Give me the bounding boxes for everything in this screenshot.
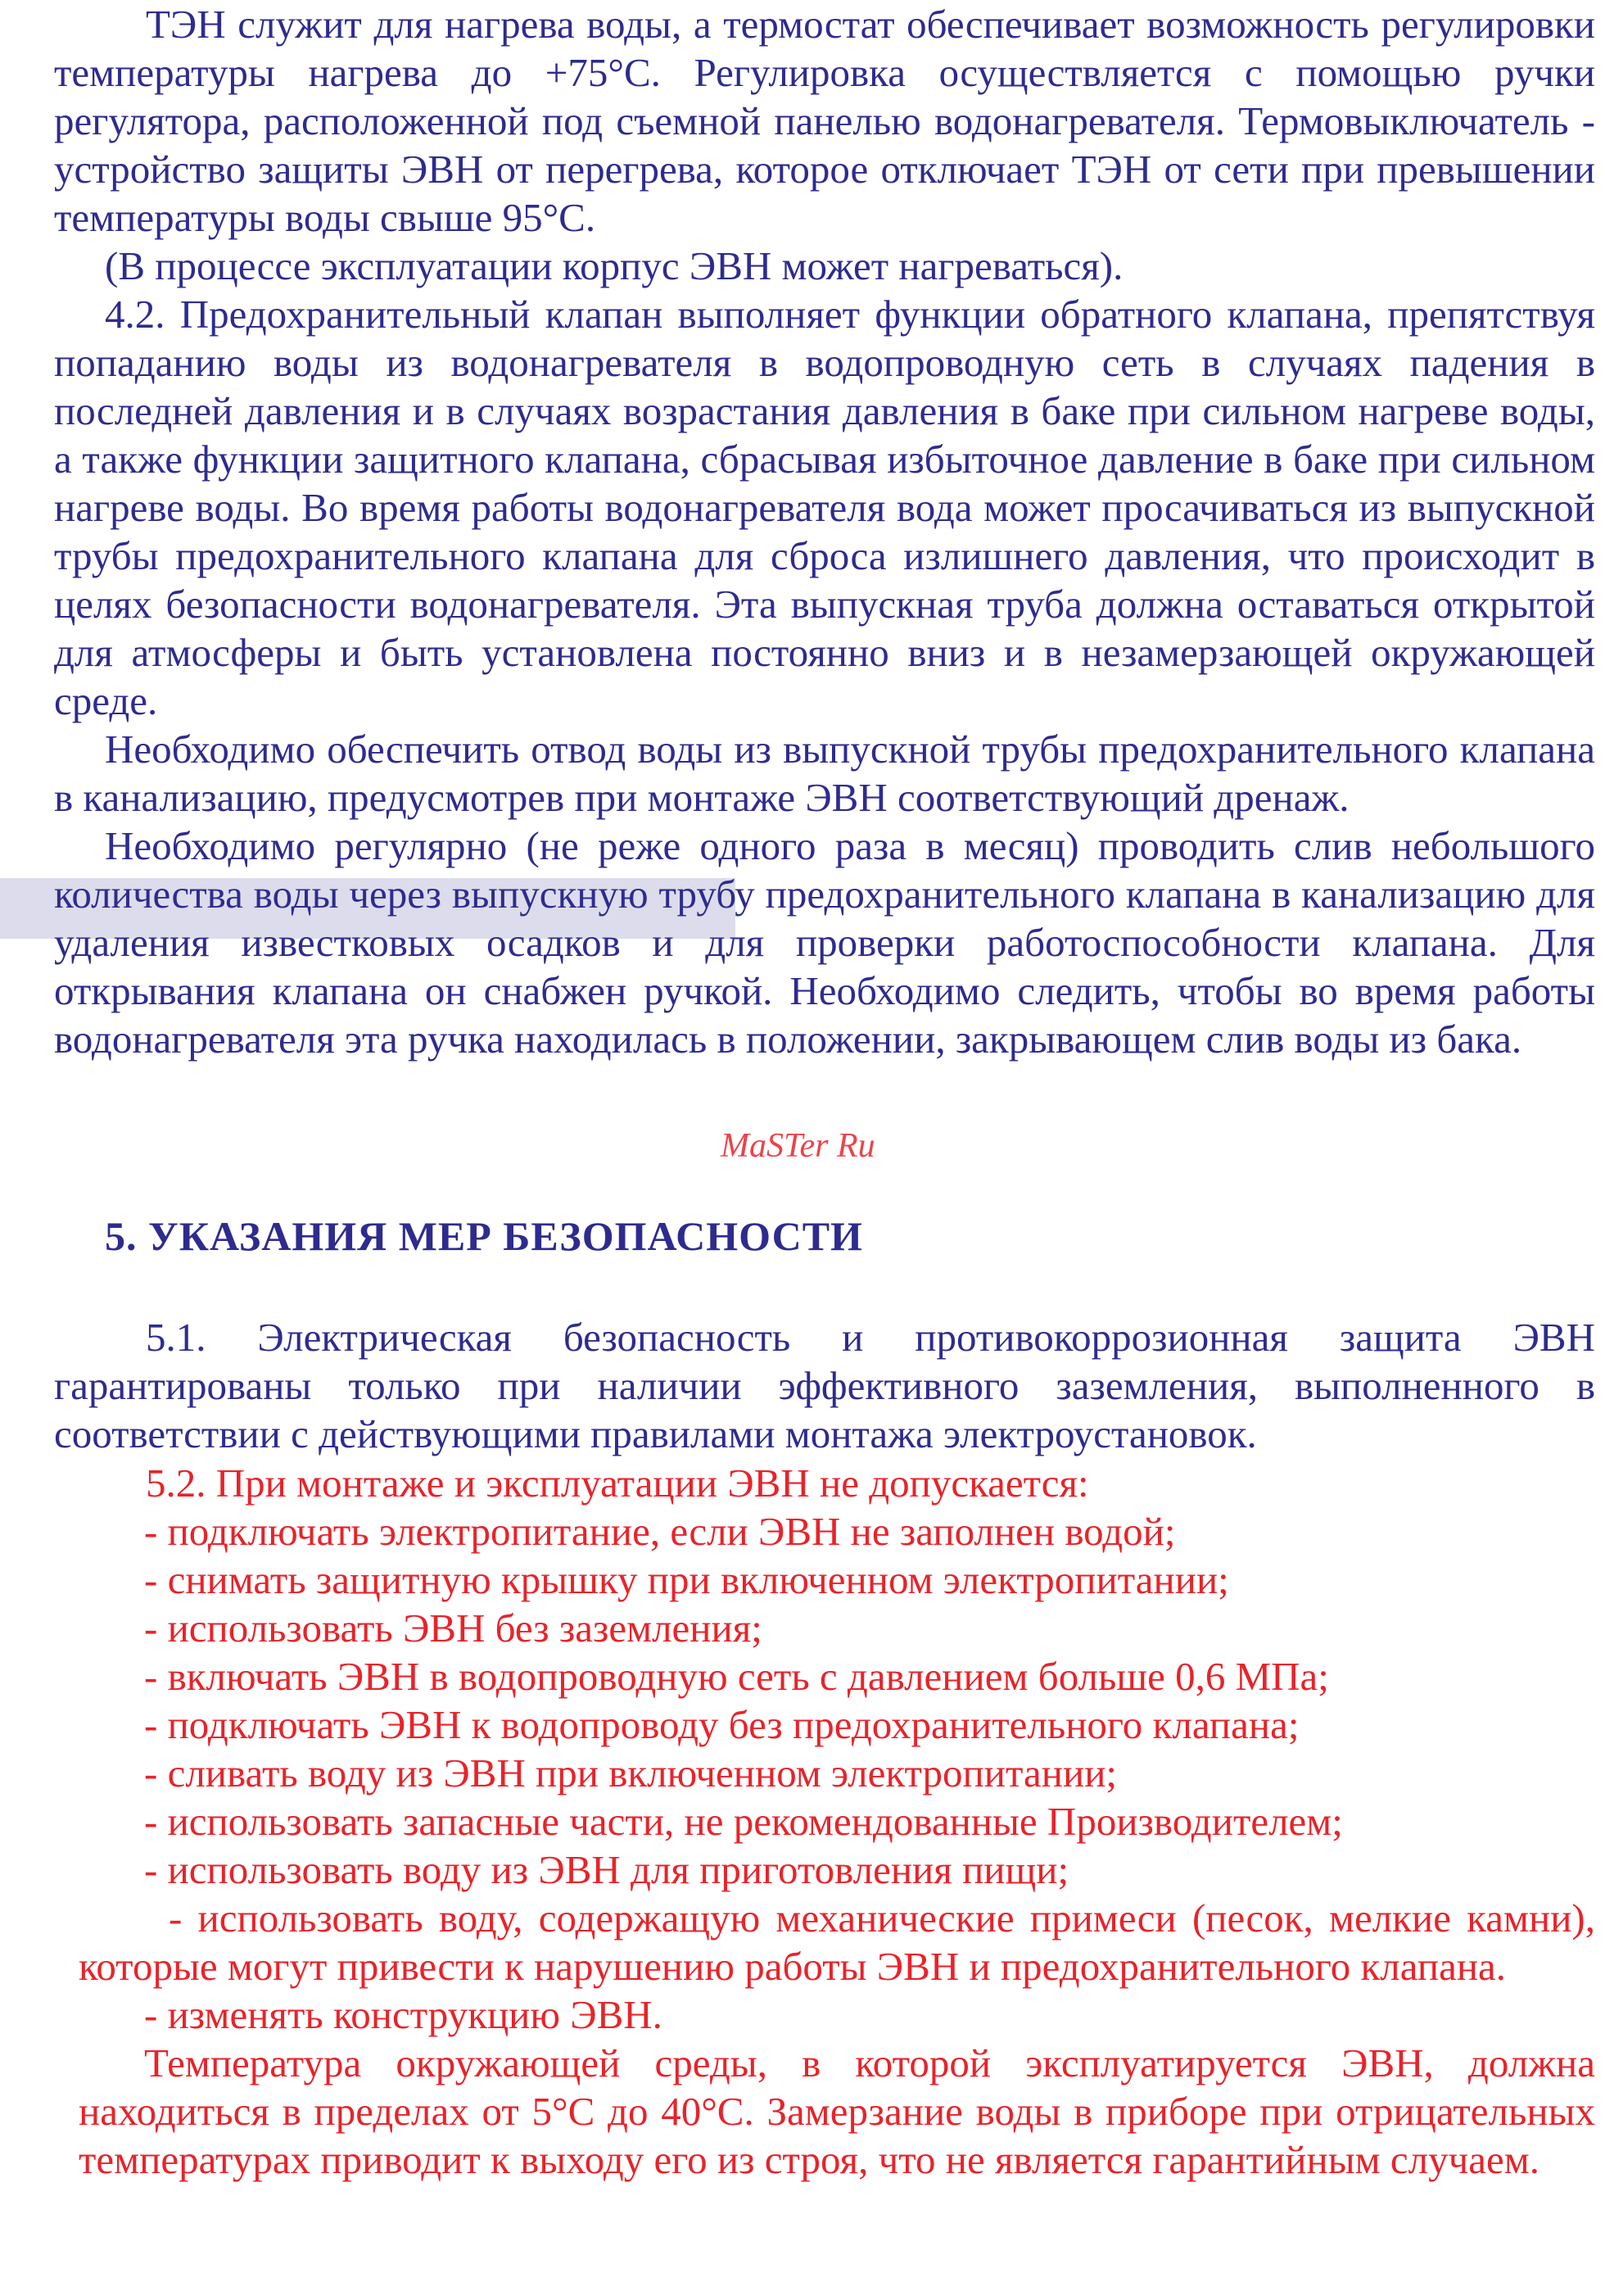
paragraph-drain-requirement: Необходимо обеспечить отвод воды из выпускной трубы предохранительного клапана в канализацию, предусмотрев при монтаже ЭВН соответствующий дренаж. — [54, 727, 1595, 820]
paragraph-ambient-temperature: Температура окружающей среды, в которой эксплуатируется ЭВН, должна находиться в пределах от 5°С до 40°С. Замерзание воды в приборе при отрицательных температурах приводит к выходу его из строя, что не является гарантийным случаем. — [79, 2040, 1595, 2182]
list-item: - подключать ЭВН к водопроводу без предохранительного клапана; — [144, 1702, 1300, 1747]
section-5-text — [54, 1313, 1595, 1458]
list-item: - сливать воду из ЭВН при включенном электропитании; — [144, 1750, 1118, 1796]
paragraph-ten-thermostat: ТЭН служит для нагрева воды, а термостат обеспечивает возможность регулировки температуры нагрева до +75°С. Регулировка осуществляется с помощью ручки регулятора, расположенной под съемной панелью водонагревателя. Термовыключатель - устройство защиты ЭВН от перегрева, которое отключает ТЭН от сети при превышении температуры воды свыше 95°С. — [54, 2, 1595, 240]
list-intro: 5.2. При монтаже и эксплуатации ЭВН не допускается: — [146, 1460, 1089, 1506]
paragraph-5-1-electrical-safety: 5.1. Электрическая безопасность и противокоррозионная защита ЭВН гарантированы только при наличии эффективного заземления, выполненного в соответствии с действующими правилами монтажа электроустановок. — [54, 1315, 1595, 1456]
list-item-design-change: - изменять конструкцию ЭВН. — [144, 1992, 662, 2037]
paragraph-regular-drain: Необходимо регулярно (не реже одного раза в месяц) проводить слив небольшого количества воды через выпускную трубу предохранительного клапана в канализацию для удаления известковых осадков и для проверки работоспособности клапана. Для открывания клапана он снабжен ручкой. Необходимо следить, чтобы во время работы водонагревателя эта ручка находилась в положении, закрывающем слив воды из бака. — [54, 823, 1595, 1062]
section-5-heading: 5. УКАЗАНИЯ МЕР БЕЗОПАСНОСТИ — [105, 1213, 863, 1259]
paragraph-4-2-safety-valve: 4.2. Предохранительный клапан выполняет функции обратного клапана, препятствуя попаданию воды из водонагревателя в водопроводную сеть в случаях падения в последней давления и в случаях возрастания давления в баке при сильном нагреве воды, а также функции защитного клапана, сбрасывая избыточное давление в баке при сильном нагреве воды. Во время работы водонагревателя вода может просачиваться из выпускной трубы предохранительного клапана для сброса излишнего давления, что происходит в целях безопасности водонагревателя. Эта выпускная труба должна оставаться открытой для атмосферы и быть установлена постоянно вниз и в незамерзающей окружающей среде. — [54, 292, 1595, 723]
list-item: - использовать запасные части, не рекомендованные Производителем; — [144, 1799, 1343, 1844]
prohibitions-list — [54, 1459, 1595, 2184]
list-item: - подключать электропитание, если ЭВН не заполнен водой; — [144, 1509, 1176, 1554]
section-4-text — [54, 0, 1595, 1063]
list-item-impurities: - использовать воду, содержащую механические примеси (песок, мелкие камни), которые могут привести к нарушению работы ЭВН и предохранительного клапана. — [79, 1895, 1595, 1989]
list-item: - включать ЭВН в водопроводную сеть с давлением больше 0,6 МПа; — [144, 1654, 1329, 1699]
list-item: - использовать воду из ЭВН для приготовления пищи; — [144, 1847, 1069, 1892]
paragraph-body-heating-note: (В процессе эксплуатации корпус ЭВН может нагреваться). — [105, 243, 1124, 288]
list-item: - использовать ЭВН без заземления; — [144, 1605, 762, 1651]
list-item: - снимать защитную крышку при включенном электропитании; — [144, 1557, 1229, 1602]
watermark-text: MaSTer Ru — [721, 1127, 875, 1165]
